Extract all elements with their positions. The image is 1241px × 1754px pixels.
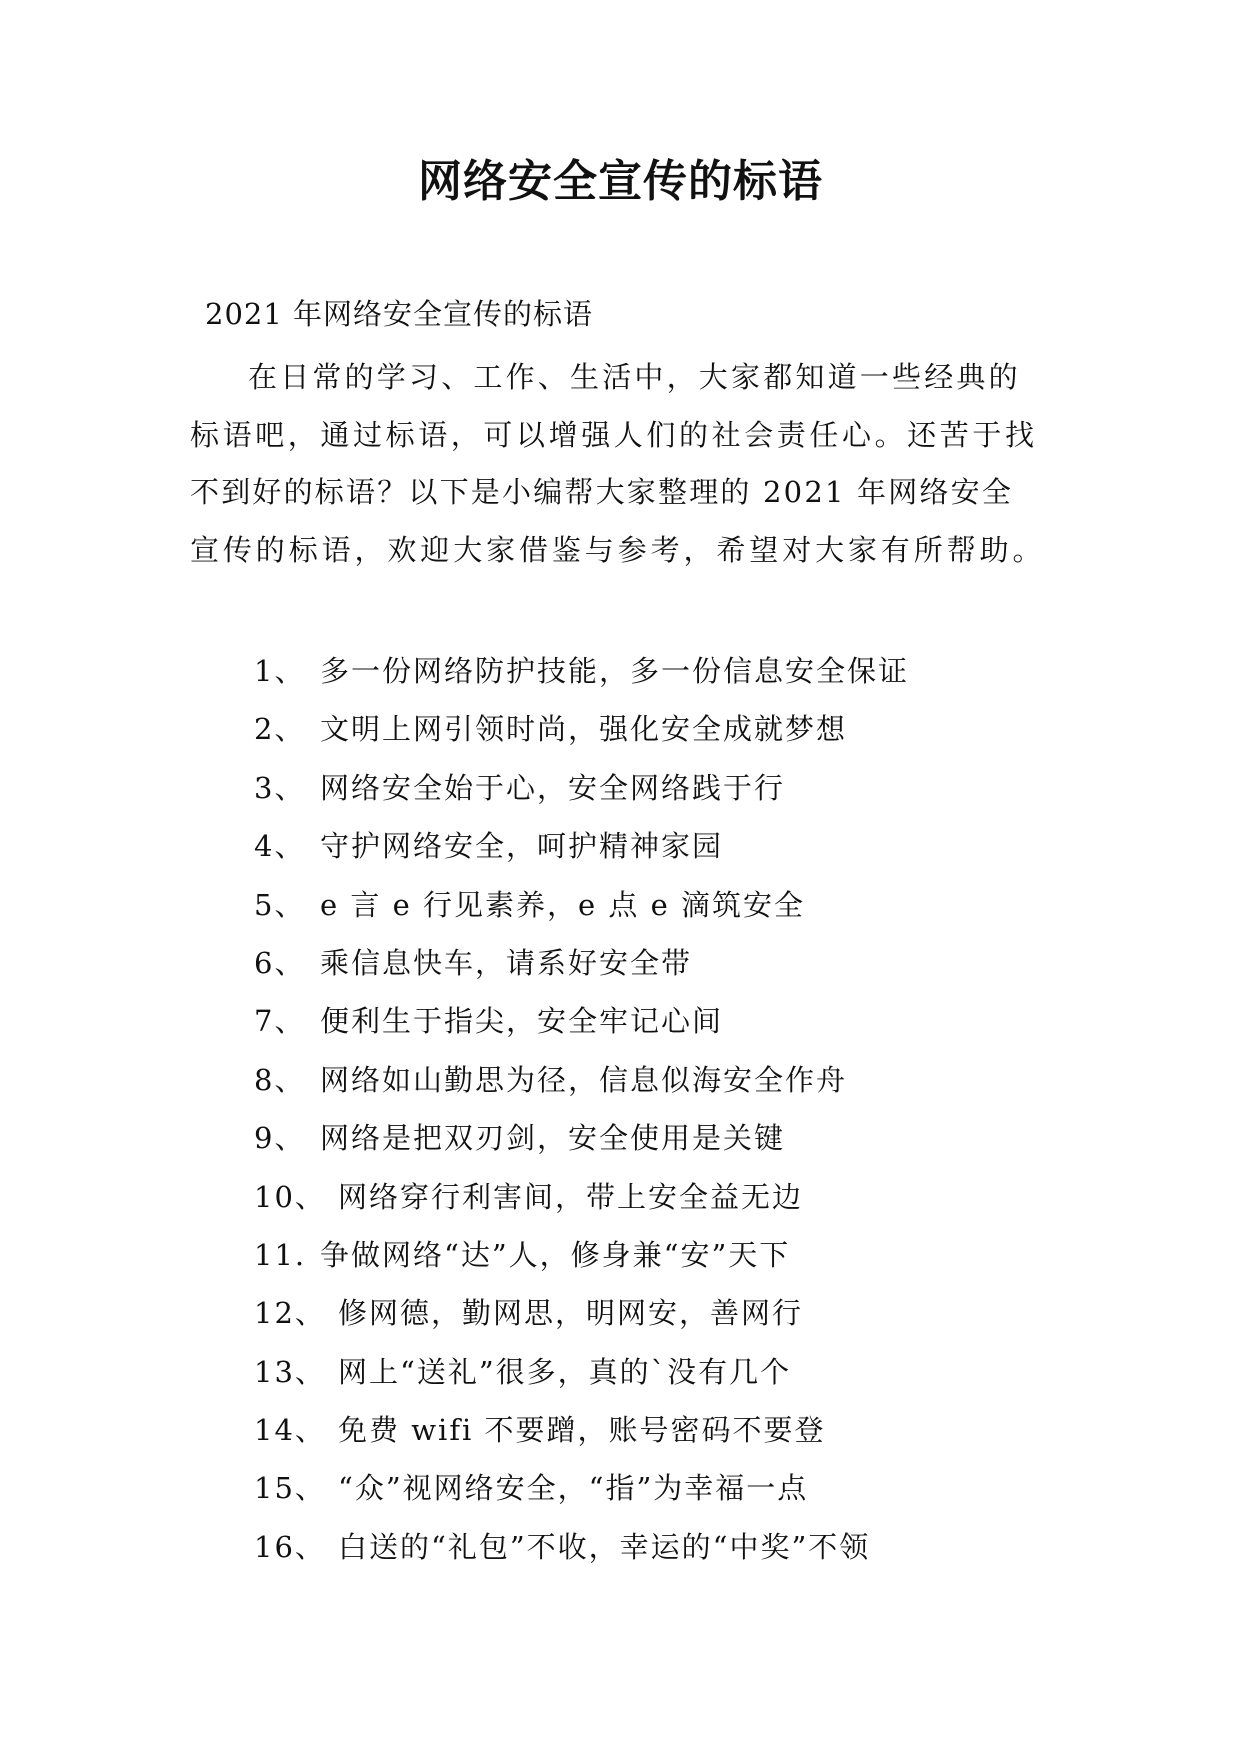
list-item — [254, 642, 909, 700]
intro-line: 在日常的学习、工作、生活中，大家都知道一些经典的 — [248, 360, 1021, 394]
slogan-number: 9、 — [254, 1121, 306, 1156]
slogan-number: 4、 — [254, 829, 306, 864]
slogan-number: 10、 — [254, 1179, 326, 1214]
list-item — [254, 1051, 909, 1109]
list-item — [254, 934, 909, 992]
list-item — [254, 876, 909, 934]
list-item — [254, 1168, 909, 1226]
slogan-number: 2、 — [254, 712, 306, 747]
list-item — [254, 1284, 909, 1342]
intro-line: 标语吧，通过标语，可以增强人们的社会责任心。还苦于找 — [190, 417, 1038, 452]
slogan-text: 网上“送礼”很多，真的`没有几个 — [338, 1354, 792, 1389]
slogan-number: 12、 — [254, 1296, 326, 1331]
slogan-text: 便利生于指尖，安全牢记心间 — [320, 1004, 724, 1039]
slogan-text: 网络如山勤思为径，信息似海安全作舟 — [320, 1062, 848, 1097]
slogan-number: 8、 — [254, 1062, 306, 1097]
slogan-text: 网络穿行利害间，带上安全益无边 — [338, 1179, 804, 1214]
slogan-number: 16、 — [254, 1529, 326, 1564]
slogan-number: 7、 — [254, 1004, 306, 1039]
slogan-text: 文明上网引领时尚，强化安全成就梦想 — [320, 712, 848, 747]
slogan-list — [254, 642, 909, 1576]
list-item — [254, 1109, 909, 1167]
intro-line: 宣传的标语，欢迎大家借鉴与参考，希望对大家有所帮助。 — [190, 532, 1046, 567]
slogan-text: 多一份网络防护技能，多一份信息安全保证 — [320, 654, 910, 688]
slogan-number: 6、 — [254, 945, 306, 980]
slogan-text: 乘信息快车，请系好安全带 — [320, 945, 693, 980]
list-item — [254, 1226, 909, 1284]
slogan-text: 白送的“礼包”不收，幸运的“中奖”不领 — [338, 1529, 871, 1564]
list-item — [254, 817, 909, 875]
slogan-text: 守护网络安全，呵护精神家园 — [320, 829, 724, 864]
document-subtitle: 2021 年网络安全宣传的标语 — [205, 297, 594, 331]
list-item — [254, 700, 909, 758]
slogan-number: 13、 — [254, 1354, 326, 1389]
intro-line: 不到好的标语？以下是小编帮大家整理的 2021 年网络安全 — [190, 475, 1014, 509]
intro-paragraph — [190, 349, 1070, 579]
list-item — [254, 1401, 909, 1459]
slogan-number: 1、 — [254, 654, 306, 688]
slogan-number: 15、 — [254, 1471, 326, 1506]
list-item — [254, 1518, 909, 1576]
slogan-number: 5、 — [254, 887, 306, 922]
slogan-text: “众”视网络安全，“指”为幸福一点 — [338, 1471, 809, 1506]
list-item — [254, 992, 909, 1050]
slogan-text: 网络安全始于心，安全网络践于行 — [320, 770, 786, 805]
slogan-text: 免费 wifi 不要蹭，账号密码不要登 — [338, 1413, 826, 1448]
slogan-text: e 言 e 行见素养，e 点 e 滴筑安全 — [320, 887, 805, 922]
list-item — [254, 1459, 909, 1517]
slogan-text: 网络是把双刃剑，安全使用是关键 — [320, 1121, 786, 1156]
list-item — [254, 1343, 909, 1401]
list-item — [254, 759, 909, 817]
slogan-text: 争做网络“达”人，修身兼“安”天下 — [320, 1237, 791, 1272]
slogan-number: 11. — [254, 1237, 307, 1272]
slogan-number: 3、 — [254, 770, 306, 805]
slogan-text: 修网德，勤网思，明网安，善网行 — [338, 1296, 804, 1331]
slogan-number: 14、 — [254, 1413, 326, 1448]
document-title: 网络安全宣传的标语 — [418, 156, 823, 207]
